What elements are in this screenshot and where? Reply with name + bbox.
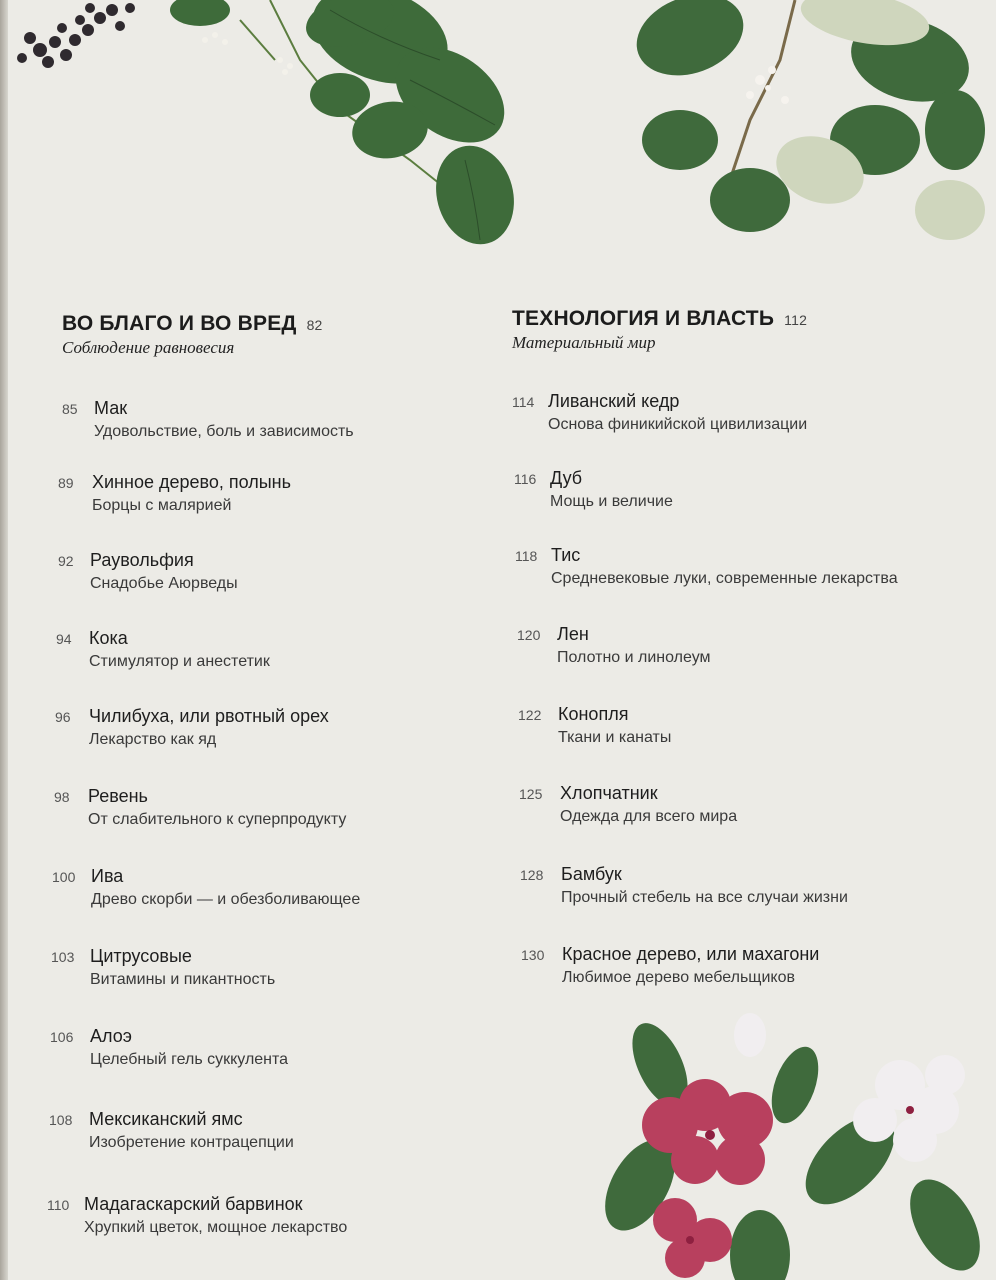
- entry-description: Любимое дерево мебельщиков: [562, 969, 795, 986]
- entry-description: Полотно и линолеум: [557, 649, 711, 666]
- section-title-right: [512, 307, 807, 331]
- entry-title: Раувольфия: [90, 550, 194, 570]
- entry-description: Изобретение контрацепции: [89, 1134, 294, 1151]
- entry-title: Ревень: [88, 786, 148, 806]
- entry-title: Кока: [89, 628, 128, 648]
- entry-title: Хинное дерево, полынь: [92, 472, 291, 492]
- berry-leaf-illustration: [0, 0, 540, 250]
- entry-page-number: 130: [521, 947, 545, 963]
- entry-page-number: 103: [51, 949, 75, 965]
- entry-description: Витамины и пикантность: [90, 971, 276, 988]
- entry-page-number: 96: [55, 709, 71, 725]
- entry-page-number: 118: [515, 548, 538, 564]
- entry-description: Древо скорби — и обезболивающее: [91, 891, 361, 908]
- entry-description: Стимулятор и анестетик: [89, 653, 270, 670]
- entry-title: Хлопчатник: [560, 783, 658, 803]
- entry-page-number: 108: [49, 1112, 73, 1128]
- entry-description: Основа финикийской цивилизации: [548, 416, 808, 433]
- periwinkle-flower-illustration: [600, 1010, 996, 1280]
- entry-title: Конопля: [558, 704, 629, 724]
- entry-page-number: 106: [50, 1029, 74, 1045]
- entry-title: Мексиканский ямс: [89, 1109, 243, 1129]
- entry-page-number: 125: [519, 786, 543, 802]
- entry-title: Цитрусовые: [90, 946, 192, 966]
- section-subtitle-right: Материальный мир: [512, 333, 656, 352]
- entry-title: Лен: [557, 624, 589, 644]
- entry-description: Хрупкий цветок, мощное лекарство: [84, 1219, 348, 1236]
- entry-description: Мощь и величие: [550, 493, 673, 510]
- entry-title: Бамбук: [561, 864, 622, 884]
- entry-description: Ткани и канаты: [558, 729, 672, 746]
- entry-description: От слабительного к суперпродукту: [88, 811, 347, 828]
- pale-leaf-branch-illustration: [620, 0, 996, 250]
- entry-title: Чилибуха, или рвотный орех: [89, 706, 329, 726]
- entry-page-number: 110: [47, 1197, 70, 1213]
- entry-page-number: 92: [58, 553, 74, 569]
- entry-description: Борцы с малярией: [92, 497, 232, 514]
- entry-title: Мак: [94, 398, 128, 418]
- section-title-text: ВО БЛАГО И ВО ВРЕД: [62, 312, 297, 335]
- entry-title: Ливанский кедр: [548, 391, 680, 411]
- entry-title: Красное дерево, или махагони: [562, 944, 820, 964]
- section-title-text: ТЕХНОЛОГИЯ И ВЛАСТЬ: [512, 307, 775, 330]
- entry-description: Удовольствие, боль и зависимость: [94, 423, 354, 440]
- section-title-left: [62, 312, 323, 336]
- entry-description: Одежда для всего мира: [560, 808, 738, 825]
- entry-page-number: 122: [518, 707, 542, 723]
- entry-title: Ива: [91, 866, 124, 886]
- entry-description: Снадобье Аюрведы: [90, 575, 238, 592]
- section-page-number: 112: [784, 312, 808, 328]
- entry-description: Лекарство как яд: [89, 731, 217, 748]
- entry-page-number: 128: [520, 867, 544, 883]
- entry-page-number: 114: [512, 394, 535, 410]
- section-page-number: 82: [306, 317, 323, 333]
- entry-title: Дуб: [550, 468, 583, 488]
- entry-page-number: 85: [62, 401, 78, 417]
- entry-title: Тис: [551, 545, 581, 565]
- section-subtitle-left: Соблюдение равновесия: [62, 338, 235, 357]
- entry-page-number: 116: [514, 471, 537, 487]
- entry-title: Мадагаскарский барвинок: [84, 1194, 303, 1214]
- entry-page-number: 98: [54, 789, 70, 805]
- entry-page-number: 100: [52, 869, 76, 885]
- entry-title: Алоэ: [90, 1026, 132, 1046]
- entry-description: Прочный стебель на все случаи жизни: [561, 889, 848, 906]
- entry-page-number: 120: [517, 627, 541, 643]
- entry-page-number: 89: [58, 475, 74, 491]
- entry-page-number: 94: [56, 631, 72, 647]
- entry-description: Целебный гель суккулента: [90, 1051, 289, 1068]
- entry-description: Средневековые луки, современные лекарства: [551, 570, 898, 587]
